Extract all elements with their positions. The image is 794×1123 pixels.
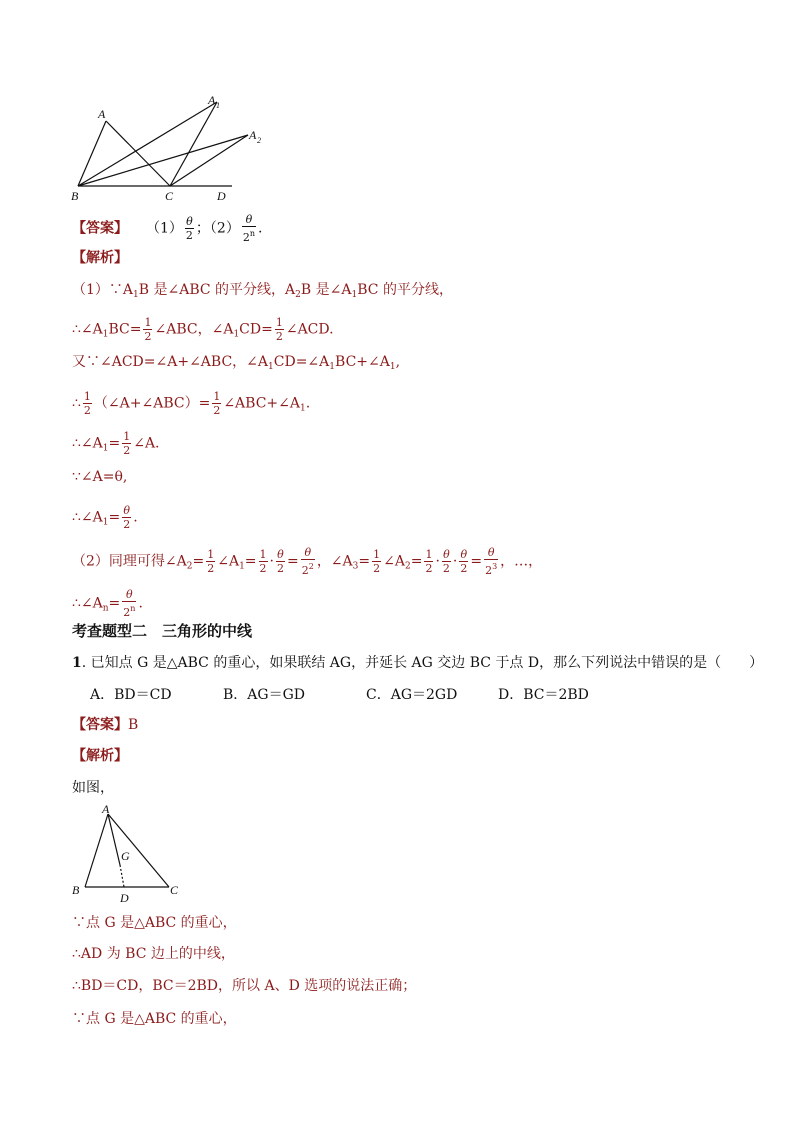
figure-angle-bisectors [60, 90, 280, 205]
solution2-line-3: ∴BD＝CD，BC＝2BD，所以 A、D 选项的说法正确； [72, 978, 417, 994]
solution-line-2: $\therefore\angle A_1BC=$ $\frac{1}{2}$ ∠ABC，$\angle A_1CD=$ $\frac{1}{2}$ ∠ACD. [72, 316, 334, 343]
solution2-line-4: ∵点 G 是△ABC 的重心， [72, 1011, 237, 1027]
jiexi-heading-2: 【解析】 [72, 748, 128, 764]
label-G: G [121, 849, 130, 863]
solution-line-9: $\therefore\angle A_n=$ $\frac{\theta}{2^n}$ . [72, 588, 143, 619]
label-C: C [170, 883, 179, 897]
label-B: B [72, 883, 80, 897]
svg-text:2: 2 [257, 136, 261, 145]
solution-line-5: $\therefore\angle A_1=$ $\frac{1}{2}$ ∠A. [72, 430, 160, 457]
jiexi-heading-1: 【解析】 [72, 250, 128, 266]
solution-line-8: （2）同理可得$\angle A_2=$ $\frac{1}{2}$ $\angle A_1=$ $\frac{1}{2}$ · $\frac{\theta}{2}$ = $\frac{\theta}{2^2}$ ，$\angle A_3=$ $\frac{1}{2}$ $\angle A_2=$ $\frac{1}{2}$ · $\frac{\theta}{2}$ · $\frac{\theta}{2}$ = $\frac{\theta}{2^3}$ ，…， [72, 546, 543, 577]
label-D: D [217, 189, 226, 203]
solution-line-1: $(1)\because A_1B$ 是∠ABC 的平分线，$A_2B$ 是$\angle A_1BC$ 的平分线， [72, 282, 453, 300]
label-D: D [120, 891, 129, 905]
svg-text:1: 1 [216, 101, 220, 110]
option-a: A．BD＝CD [90, 687, 172, 703]
answer-line-2: 【答案】B [72, 717, 139, 733]
option-d: D．BC＝2BD [498, 687, 589, 703]
solution-line-4: ∴ $\frac{1}{2}$ （∠A+∠ABC）= $\frac{1}{2}$ $\angle ABC+\angle A_1$. [72, 390, 311, 417]
section-heading: 考查题型二 三角形的中线 [72, 622, 253, 640]
label-A1: A [208, 93, 216, 107]
label-A: A [98, 107, 106, 121]
solution-line-6: ∵∠A=θ, [72, 469, 128, 485]
label-B: B [71, 189, 79, 203]
option-c: C．AG＝2GD [366, 687, 458, 703]
solution-line-3: 又∵∠ACD=∠A+∠ABC，$\angle A_1CD=\angle A_1BC+\angle A_1$, [72, 354, 401, 372]
solution2-line-2: ∴AD 为 BC 边上的中线， [72, 946, 235, 962]
figure-centroid [66, 802, 196, 905]
answer-line-1: 【答案】 （1） $\frac{\theta}{2}$ ；（2） $\frac{\theta}{2^n}$ . [72, 213, 263, 244]
label-C: C [165, 189, 174, 203]
as-shown: 如图， [72, 780, 114, 796]
label-A2: A [249, 128, 257, 142]
label-A: A [102, 802, 110, 816]
solution-line-7: $\therefore\angle A_1=$ $\frac{\theta}{2}$ . [72, 504, 138, 531]
solution2-line-1: ∵点 G 是△ABC 的重心， [72, 915, 237, 931]
question-1: 1. 已知点 G 是△ABC 的重心，如果联结 AG，并延长 AG 交边 BC 于点 D，那么下列说法中错误的是（ ） [72, 655, 764, 671]
option-b: B．AG＝GD [223, 687, 305, 703]
